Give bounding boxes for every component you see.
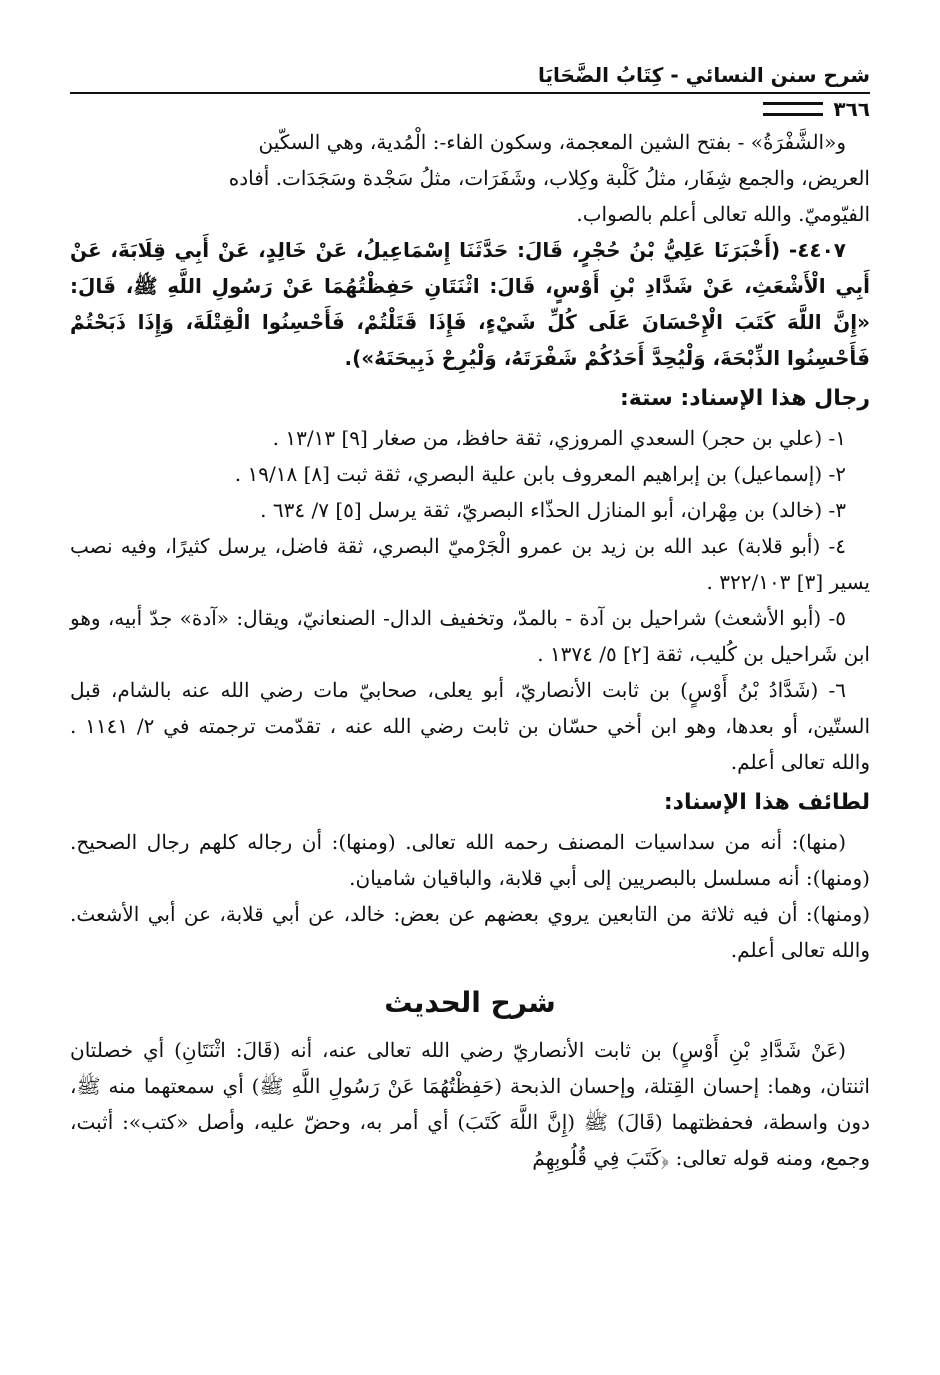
lataif-heading: لطائف هذا الإسناد: [663, 790, 870, 815]
page-header-title: شرح سنن النسائي - كِتَابُ الضَّحَايَا [537, 63, 870, 87]
hadith-number: ٤٤٠٧- [780, 238, 847, 262]
hadith-body: (أَخْبَرَنَا عَلِيُّ بْنُ حُجْرٍ، قَالَ: حَدَّثَنَا إِسْمَاعِيلُ، عَنْ خَالِدٍ، عَنْ أَبِي قِلَابَةَ، عَنْ أَبِي الْأَشْعَثِ، عَنْ شَدَّادِ بْنِ أَوْسٍ، قَالَ: اثْنَتَانِ حَفِظْتُهُمَا عَنْ رَسُولِ اللَّهِ ﷺ، قَالَ: «إِنَّ اللَّهَ كَتَبَ الْإِحْسَانَ عَلَى كُلِّ شَيْءٍ، فَإِذَا قَتَلْتُمْ، فَأَحْسِنُوا الْقِتْلَةَ، وَإِذَا ذَبَحْتُمْ فَأَحْسِنُوا الذِّبْحَةَ، وَلْيُحِدَّ أَحَدُكُمْ شَفْرَتَهُ، وَلْيُرِحْ ذَبِيحَتَهُ»). [70, 238, 870, 370]
rijal-list [70, 420, 870, 780]
sharh-heading: شرح الحديث [384, 986, 556, 1019]
intro-line: و«الشَّفْرَةُ» - بفتح الشين المعجمة، وسكون الفاء-: الْمُدية، وهي السكّين [258, 130, 846, 154]
lataif-paragraph: (ومنها): أن فيه ثلاثة من التابعين يروي بعضهم عن بعض: خالد، عن أبي قلابة، عن أبي الأشعث. والله تعالى أعلم. [70, 902, 870, 962]
sharh-section [70, 1032, 870, 1176]
narrator-item: ١- (علي بن حجر) السعدي المروزي، ثقة حافظ، من صغار [٩] ١٣/١٣ . [272, 426, 846, 450]
page-number-row [70, 96, 870, 122]
page-content [70, 124, 870, 1176]
intro-line: الفيّوميّ. والله تعالى أعلم بالصواب. [576, 202, 870, 226]
sharh-paragraph: (عَنْ شَدَّادِ بْنِ أَوْسٍ) بن ثابت الأنصاريّ رضي الله تعالى عنه، أنه (قَالَ: اثْنَتَانِ) أي خصلتان اثنتان، وهما: إحسان القِتلة، وإحسان الذبحة (حَفِظْتُهُمَا عَنْ رَسُولِ اللَّهِ ﷺ) أي سمعتهما منه ﷺ، دون واسطة، فحفظتهما (قَالَ) ﷺ (إِنَّ اللَّهَ كَتَبَ) أي أمر به، وحضّ عليه، وأصل «كتب»: أثبت، وجمع، ومنه قوله تعالى: ﴿كَتَبَ فِي قُلُوبِهِمُ [70, 1038, 870, 1170]
page-number-rule [763, 102, 823, 116]
lataif-section [70, 824, 870, 968]
header-rule [70, 92, 870, 94]
hadith-text [70, 232, 870, 376]
intro-paragraph [70, 124, 870, 232]
narrator-item: ٦- (شَدَّادُ بْنُ أَوْسٍ) بن ثابت الأنصاريّ، أبو يعلى، صحابيّ مات رضي الله عنه بالشام، قبل الستّين، أو بعدها، وهو ابن أخي حسّان بن ثابت رضي الله عنه ، تقدّمت ترجمته في ٢/ ١١٤١ . والله تعالى أعلم. [70, 678, 870, 774]
narrator-item: ٤- (أبو قلابة) عبد الله بن زيد بن عمرو الْجَرْميّ البصري، ثقة فاضل، يرسل كثيرًا، وفيه نصب يسير [٣] ٣٢٢/١٠٣ . [70, 534, 870, 594]
narrator-item: ٥- (أبو الأشعث) شراحيل بن آدة - بالمدّ، وتخفيف الدال- الصنعانيّ، ويقال: «آدة» جدّ أبيه، وهو ابن شَراحيل بن كُليب، ثقة [٢] ٥/ ١٣٧٤ . [70, 606, 870, 666]
running-header [70, 60, 870, 90]
narrator-item: ٢- (إسماعيل) بن إبراهيم المعروف بابن علية البصري، ثقة ثبت [٨] ١٩/١٨ . [234, 462, 846, 486]
page-number: ٣٦٦ [833, 97, 870, 121]
rijal-heading: رجال هذا الإسناد: ستة: [620, 386, 870, 411]
lataif-paragraph: (منها): أنه من سداسيات المصنف رحمه الله تعالى. (ومنها): أن رجاله كلهم رجال الصحيح. (ومنها): أنه مسلسل بالبصريين إلى أبي قلابة، والباقيان شاميان. [70, 830, 870, 890]
intro-line: العريض، والجمع شِفَار، مثلُ كَلْبة وكِلاب، وشَفَرَات، مثلُ سَجْدة وسَجَدَات. أفاده [228, 166, 870, 190]
narrator-item: ٣- (خالد) بن مِهْران، أبو المنازل الحذّاء البصريّ، ثقة يرسل [٥] ٧/ ٦٣٤ . [260, 498, 846, 522]
page [70, 60, 870, 1360]
